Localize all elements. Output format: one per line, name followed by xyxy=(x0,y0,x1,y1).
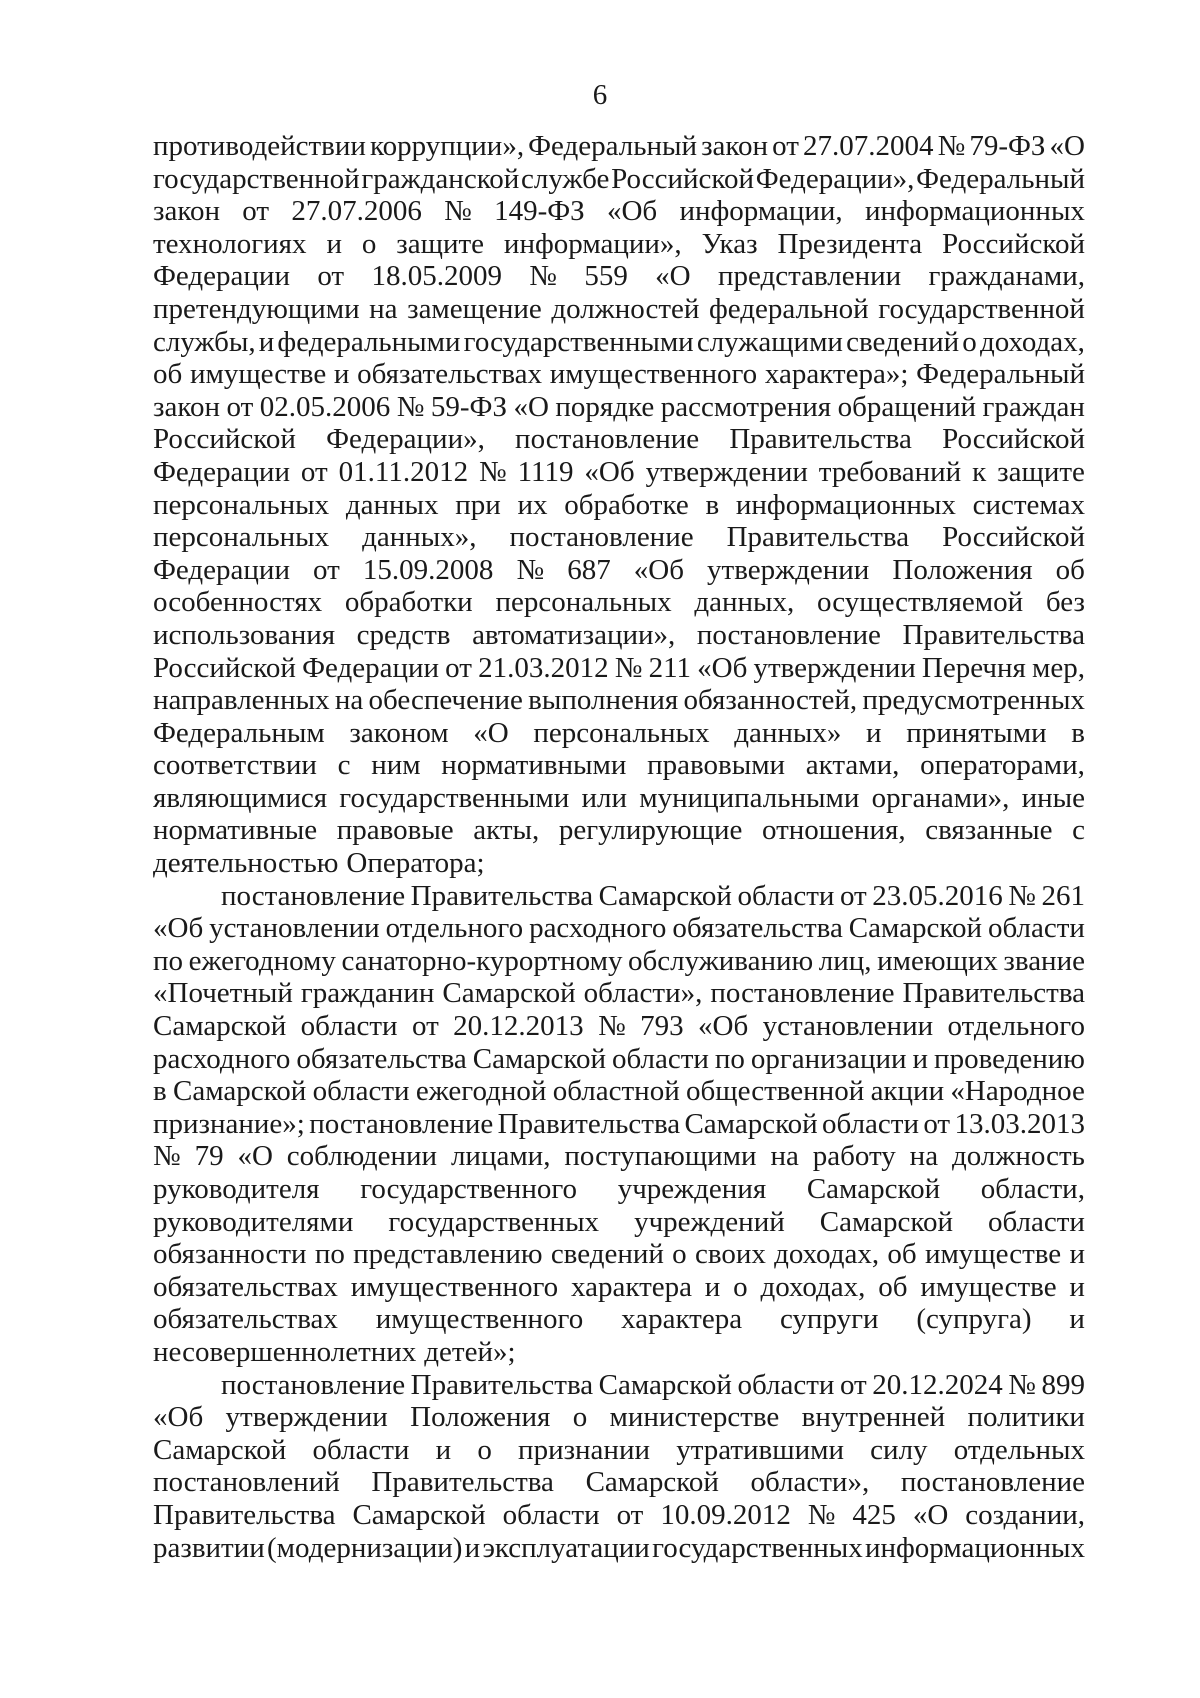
text-line: использования средств автоматизации», постановление Правительства xyxy=(153,618,1085,651)
text-line: обязанности по представлению сведений о своих доходах, об имуществе и xyxy=(153,1238,1085,1271)
text-line: обязательствах имущественного характера супруги (супруга) и xyxy=(153,1303,1085,1336)
page-number: 6 xyxy=(592,79,608,111)
text-line: закон от 02.05.2006 № 59-ФЗ «О порядке рассмотрения обращений граждан xyxy=(153,390,1085,423)
text-line: соответствии с ним нормативными правовыми актами, операторами, xyxy=(153,749,1085,782)
paragraph xyxy=(153,130,1085,880)
text-line: Федерации от 18.05.2009 № 559 «О представлении гражданами, xyxy=(153,260,1085,293)
text-line: постановлений Правительства Самарской области», постановление xyxy=(153,1466,1085,1499)
text-line: «Об установлении отдельного расходного обязательства Самарской области xyxy=(153,912,1085,945)
text-line: персональных данных при их обработке в информационных системах xyxy=(153,488,1085,521)
text-line: персональных данных», постановление Правительства Российской xyxy=(153,521,1085,554)
text-line: № 79 «О соблюдении лицами, поступающими на работу на должность xyxy=(153,1140,1085,1173)
text-line: в Самарской области ежегодной областной общественной акции «Народное xyxy=(153,1075,1085,1108)
text-line: противодействии коррупции», Федеральный закон от 27.07.2004 № 79-ФЗ «О xyxy=(153,130,1085,162)
text-line: деятельностью Оператора; xyxy=(153,847,485,880)
text-line: направленных на обеспечение выполнения обязанностей, предусмотренных xyxy=(153,684,1085,717)
text-line: технологиях и о защите информации», Указ Президента Российской xyxy=(153,227,1085,260)
text-line: закон от 27.07.2006 № 149-ФЗ «Об информации, информационных xyxy=(153,195,1085,228)
text-line: руководителя государственного учреждения Самарской области, xyxy=(153,1173,1085,1205)
text-line: Самарской области и о признании утратившими силу отдельных xyxy=(153,1433,1085,1466)
text-line: Правительства Самарской области от 10.09.2012 № 425 «О создании, xyxy=(153,1498,1085,1531)
text-line: Федерации от 01.11.2012 № 1119 «Об утверждении требований к защите xyxy=(153,455,1085,488)
text-line: признание»; постановление Правительства Самарской области от 13.03.2013 xyxy=(153,1107,1085,1140)
paragraph xyxy=(153,880,1085,1369)
text-line: государственной гражданской службе Российской Федерации», Федеральный xyxy=(153,162,1085,195)
text-line: являющимися государственными или муниципальными органами», иные xyxy=(153,781,1085,814)
text-line: нормативные правовые акты, регулирующие отношения, связанные с xyxy=(153,814,1085,847)
text-line: «Почетный гражданин Самарской области», постановление Правительства xyxy=(153,977,1085,1010)
text-line: «Об утверждении Положения о министерстве внутренней политики xyxy=(153,1401,1085,1434)
text-line: Федерации от 15.09.2008 № 687 «Об утверждении Положения об xyxy=(153,553,1085,586)
text-line: об имуществе и обязательствах имущественного характера»; Федеральный xyxy=(153,358,1085,391)
paragraph xyxy=(153,1369,1085,1565)
text-line: обязательствах имущественного характера и о доходах, об имуществе и xyxy=(153,1270,1085,1303)
text-line: Российской Федерации», постановление Правительства Российской xyxy=(153,423,1085,456)
text-line: Федеральным законом «О персональных данных» и принятыми в xyxy=(153,716,1085,749)
text-line: по ежегодному санаторно-курортному обслуживанию лиц, имеющих звание xyxy=(153,944,1085,977)
text-line: претендующими на замещение должностей федеральной государственной xyxy=(153,292,1085,325)
document-body xyxy=(153,130,1085,1564)
text-line: постановление Правительства Самарской области от 23.05.2016 № 261 xyxy=(221,879,1085,912)
text-line: постановление Правительства Самарской области от 20.12.2024 № 899 xyxy=(221,1368,1085,1401)
text-line: Российской Федерации от 21.03.2012 № 211 «Об утверждении Перечня мер, xyxy=(153,651,1085,684)
text-line: Самарской области от 20.12.2013 № 793 «Об установлении отдельного xyxy=(153,1010,1085,1043)
text-line: особенностях обработки персональных данных, осуществляемой без xyxy=(153,586,1085,619)
text-line: руководителями государственных учреждений Самарской области xyxy=(153,1205,1085,1238)
text-line: расходного обязательства Самарской области по организации и проведению xyxy=(153,1042,1085,1075)
text-line: развитии (модернизации) и эксплуатации государственных информационных xyxy=(153,1531,1085,1564)
text-line: несовершеннолетних детей»; xyxy=(153,1335,516,1368)
text-line: службы, и федеральными государственными служащими сведений о доходах, xyxy=(153,325,1085,358)
